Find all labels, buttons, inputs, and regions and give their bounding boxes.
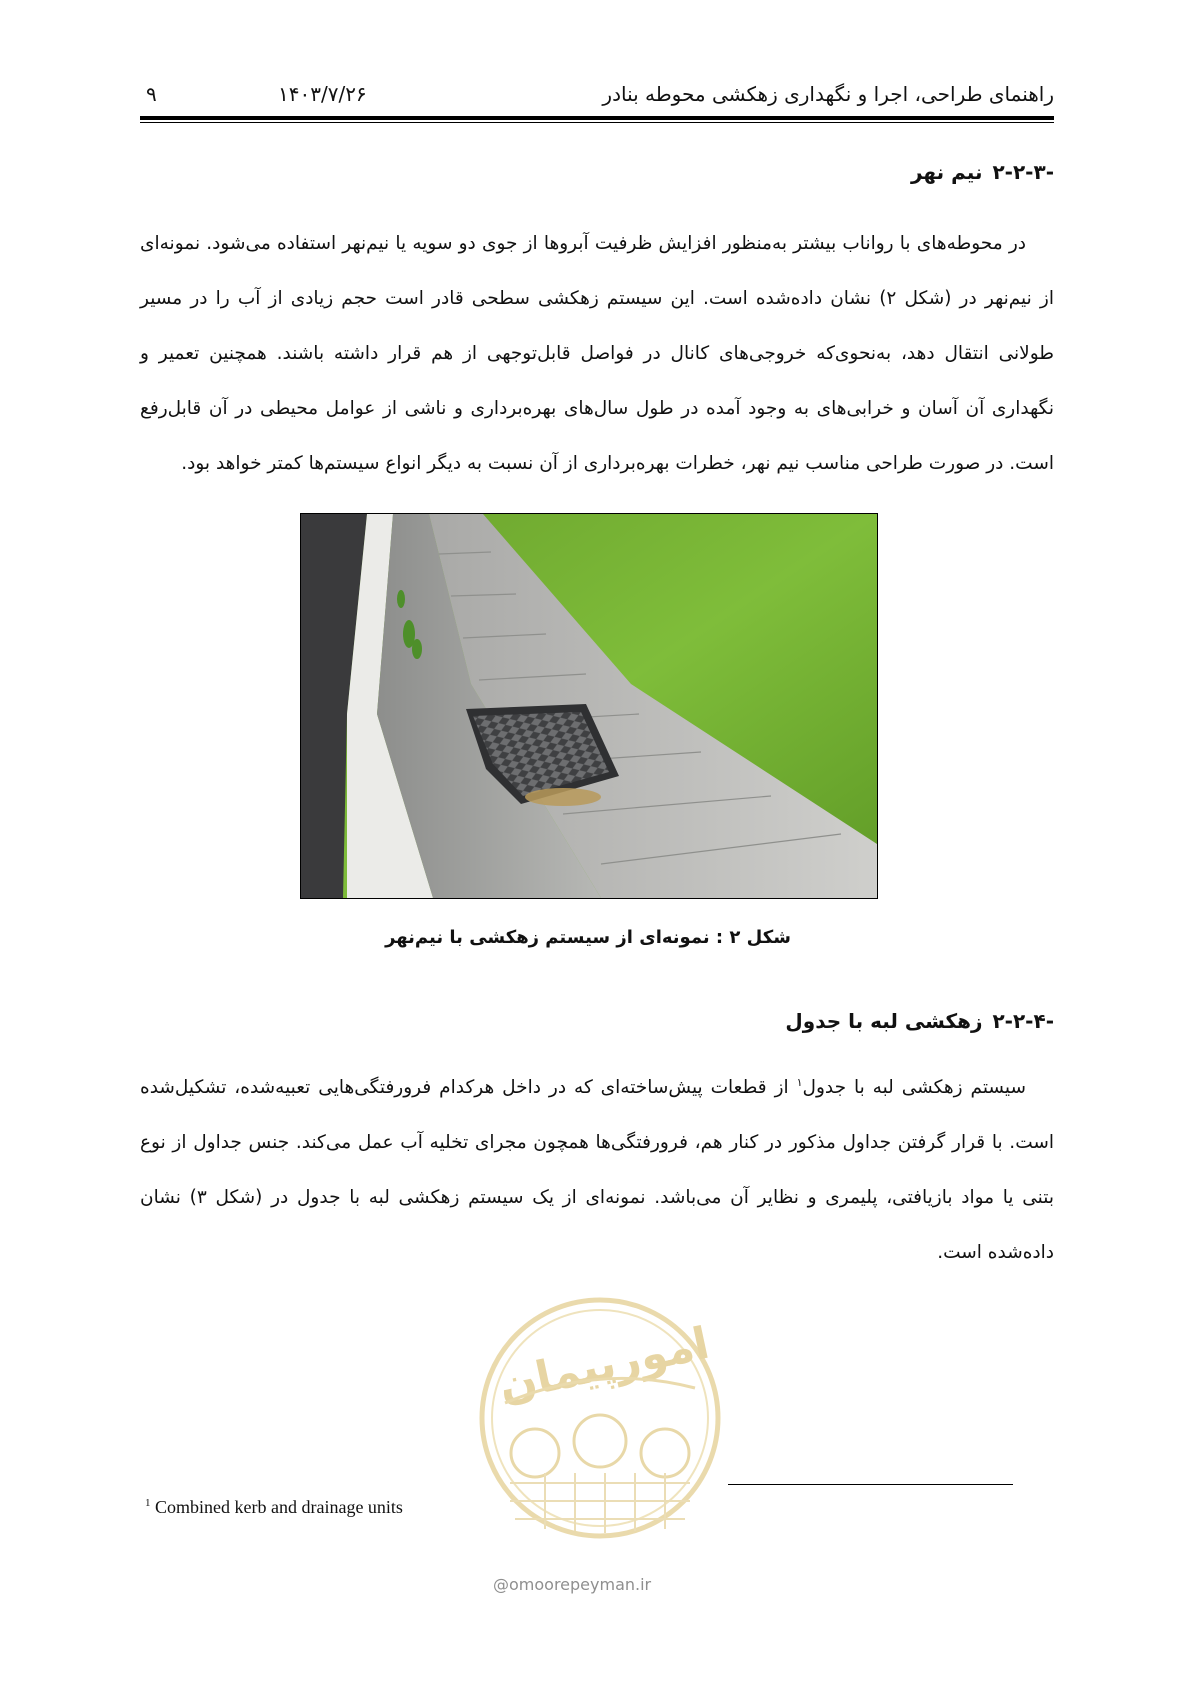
section-heading [911,160,1054,184]
drainage-photo [301,514,877,898]
footnote-text: Combined kerb and drainage units [150,1497,403,1517]
section-heading [785,1009,1054,1033]
section-number: ۲-۲-۴- [992,1009,1054,1033]
figure-drainage-photo [300,513,878,899]
page-header [140,78,1054,112]
section-number: ۲-۲-۳- [992,160,1054,184]
footnote-rule [728,1484,1013,1485]
paragraph-text: سیستم زهکشی لبه با جدول [802,1077,1026,1098]
page-number: ۹ [146,82,157,106]
header-date: ۱۴۰۳/۷/۲۶ [278,82,367,106]
watermark-domain: @omoorepeyman.ir [493,1575,652,1594]
footnote [145,1497,403,1518]
section-title: زهکشی لبه با جدول [785,1009,983,1033]
body-paragraph [140,1060,1054,1280]
watermark-logo-text: امورپیمان [494,1317,714,1412]
figure-caption: شکل ۲ : نمونه‌ای از سیستم زهکشی با نیم‌نهر [385,927,791,948]
header-rule-thick [140,116,1054,120]
header-rule-thin [140,122,1054,123]
watermark-logo [475,1293,725,1593]
header-title: راهنمای طراحی، اجرا و نگهداری زهکشی محوطه بنادر [602,82,1054,106]
leaf-debris [525,788,601,806]
paragraph-text: از قطعات پیش‌ساخته‌ای که در داخل هرکدام فرورفتگی‌هایی تعبیه‌شده، تشکیل‌شده است. با قرار گرفتن جداول مذکور در کنار هم، فرورفتگی‌ها همچون مجرای تخلیه آب عمل می‌کند. جنس جداول از نوع بتنی یا مواد بازیافتی، پلیمری و نظایر آن می‌باشد. نمونه‌ای از یک سیستم زهکشی لبه با جدول در (شکل ۳) نشان داده‌شده است. [140,1077,1054,1263]
body-paragraph: در محوطه‌های با رواناب بیشتر به‌منظور افزایش ظرفیت آبروها از جوی دو سویه یا نیم‌نهر استفاده می‌شود. نمونه‌ای از نیم‌نهر در (شکل ۲) نشان داده‌شده است. این سیستم زهکشی سطحی قادر است حجم زیادی از آب را در مسیر طولانی انتقال دهد، به‌نحوی‌که خروجی‌های کانال در فواصل قابل‌توجهی از هم قرار داشته باشند. همچنین تعمیر و نگهداری آن آسان و خرابی‌های به وجود آمده در طول سال‌های بهره‌برداری و ناشی از عوامل محیطی در آن قابل‌رفع است. در صورت طراحی مناسب نیم نهر، خطرات بهره‌برداری از آن نسبت به دیگر انواع سیستم‌ها کمتر خواهد بود. [140,233,1054,474]
section-title: نیم نهر [910,160,983,184]
footnote-number: 1 [145,1497,151,1509]
footnote-marker: ۱ [796,1075,803,1089]
